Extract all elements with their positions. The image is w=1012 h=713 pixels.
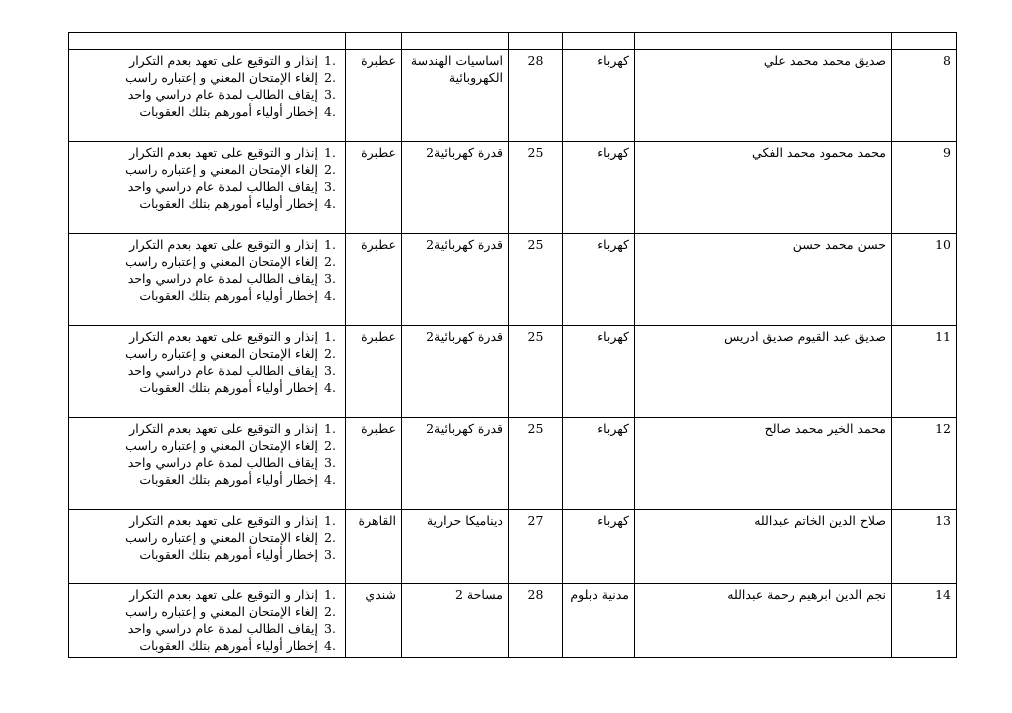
- semester: 25: [509, 418, 563, 510]
- penalty-item: إنذار و التوقيع على تعهد بعدم التكرار: [129, 421, 318, 436]
- penalties-list: [74, 586, 340, 654]
- penalty-item: إخطار أولياء أمورهم بتلك العقوبات: [139, 196, 318, 211]
- header-cell-name: [635, 33, 892, 50]
- row-number: 13: [892, 510, 957, 584]
- header-row: [69, 33, 957, 50]
- semester: 28: [509, 584, 563, 658]
- penalties-list: [74, 144, 340, 212]
- row-number: 14: [892, 584, 957, 658]
- student-name: صلاح الدين الخاتم عبدالله: [635, 510, 892, 584]
- penalty-item: إيقاف الطالب لمدة عام دراسي واحد: [127, 363, 318, 378]
- exam-center: عطبرة: [346, 142, 402, 234]
- course: اساسيات الهندسة الكهروبائية: [402, 50, 509, 142]
- student-name: محمد الخير محمد صالح: [635, 418, 892, 510]
- student-name: حسن محمد حسن: [635, 234, 892, 326]
- penalty-item: إنذار و التوقيع على تعهد بعدم التكرار: [129, 53, 318, 68]
- semester: 25: [509, 142, 563, 234]
- course: ديناميكا حرارية: [402, 510, 509, 584]
- table-row: [69, 234, 957, 326]
- header-cell-course: [402, 33, 509, 50]
- exam-center: شندي: [346, 584, 402, 658]
- penalties-cell: [69, 326, 346, 418]
- penalties-cell: [69, 418, 346, 510]
- department: كهرباء: [563, 510, 635, 584]
- penalty-item: إخطار أولياء أمورهم بتلك العقوبات: [139, 547, 318, 562]
- student-name: صديق عبد القيوم صديق ادريس: [635, 326, 892, 418]
- row-number: 9: [892, 142, 957, 234]
- penalty-item: إيقاف الطالب لمدة عام دراسي واحد: [127, 179, 318, 194]
- penalty-item: إلغاء الإمتحان المعني و إعتباره راسب: [125, 530, 318, 545]
- exam-center: عطبرة: [346, 326, 402, 418]
- penalty-item: إخطار أولياء أمورهم بتلك العقوبات: [139, 638, 318, 653]
- penalty-item: إخطار أولياء أمورهم بتلك العقوبات: [139, 472, 318, 487]
- penalty-item: إنذار و التوقيع على تعهد بعدم التكرار: [129, 145, 318, 160]
- penalties-cell: [69, 234, 346, 326]
- exam-center: عطبرة: [346, 234, 402, 326]
- header-cell-center: [346, 33, 402, 50]
- student-name: محمد محمود محمد الفكي: [635, 142, 892, 234]
- penalties-list: [74, 328, 340, 396]
- course: قدرة كهربائية2: [402, 234, 509, 326]
- department: كهرباء: [563, 326, 635, 418]
- penalty-item: إيقاف الطالب لمدة عام دراسي واحد: [127, 621, 318, 636]
- header-cell-dept: [563, 33, 635, 50]
- row-number: 11: [892, 326, 957, 418]
- penalty-item: إلغاء الإمتحان المعني و إعتباره راسب: [125, 254, 318, 269]
- course: قدرة كهربائية2: [402, 326, 509, 418]
- table-row: [69, 50, 957, 142]
- course: قدرة كهربائية2: [402, 142, 509, 234]
- penalties-list: [74, 52, 340, 120]
- penalty-item: إخطار أولياء أمورهم بتلك العقوبات: [139, 288, 318, 303]
- row-number: 10: [892, 234, 957, 326]
- exam-center: القاهرة: [346, 510, 402, 584]
- penalties-list: [74, 420, 340, 488]
- penalties-cell: [69, 142, 346, 234]
- course: مساحة 2: [402, 584, 509, 658]
- penalties-list: [74, 512, 340, 563]
- penalties-cell: [69, 510, 346, 584]
- semester: 27: [509, 510, 563, 584]
- row-number: 8: [892, 50, 957, 142]
- exam-center: عطبرة: [346, 50, 402, 142]
- table-row: [69, 510, 957, 584]
- penalty-item: إلغاء الإمتحان المعني و إعتباره راسب: [125, 604, 318, 619]
- department: كهرباء: [563, 234, 635, 326]
- table-row: [69, 584, 957, 658]
- penalties-cell: [69, 584, 346, 658]
- penalty-item: إخطار أولياء أمورهم بتلك العقوبات: [139, 380, 318, 395]
- student-name: نجم الدين ابرهيم رحمة عبدالله: [635, 584, 892, 658]
- penalty-item: إنذار و التوقيع على تعهد بعدم التكرار: [129, 513, 318, 528]
- penalty-item: إنذار و التوقيع على تعهد بعدم التكرار: [129, 329, 318, 344]
- table-row: [69, 418, 957, 510]
- penalty-item: إلغاء الإمتحان المعني و إعتباره راسب: [125, 438, 318, 453]
- header-cell-semester: [509, 33, 563, 50]
- penalty-item: إنذار و التوقيع على تعهد بعدم التكرار: [129, 587, 318, 602]
- row-number: 12: [892, 418, 957, 510]
- penalty-item: إلغاء الإمتحان المعني و إعتباره راسب: [125, 70, 318, 85]
- penalty-item: إنذار و التوقيع على تعهد بعدم التكرار: [129, 237, 318, 252]
- header-cell-penalties: [69, 33, 346, 50]
- penalties-table: [68, 32, 957, 658]
- department: كهرباء: [563, 418, 635, 510]
- penalty-item: إخطار أولياء أمورهم بتلك العقوبات: [139, 104, 318, 119]
- course: قدرة كهربائية2: [402, 418, 509, 510]
- penalty-item: إيقاف الطالب لمدة عام دراسي واحد: [127, 271, 318, 286]
- exam-center: عطبرة: [346, 418, 402, 510]
- penalties-cell: [69, 50, 346, 142]
- penalties-list: [74, 236, 340, 304]
- semester: 25: [509, 234, 563, 326]
- semester: 28: [509, 50, 563, 142]
- penalty-item: إلغاء الإمتحان المعني و إعتباره راسب: [125, 346, 318, 361]
- table-row: [69, 142, 957, 234]
- department: كهرباء: [563, 50, 635, 142]
- penalty-item: إيقاف الطالب لمدة عام دراسي واحد: [127, 455, 318, 470]
- student-name: صديق محمد محمد علي: [635, 50, 892, 142]
- department: مدنية دبلوم: [563, 584, 635, 658]
- header-cell-no: [892, 33, 957, 50]
- penalty-item: إيقاف الطالب لمدة عام دراسي واحد: [127, 87, 318, 102]
- semester: 25: [509, 326, 563, 418]
- department: كهرباء: [563, 142, 635, 234]
- table-row: [69, 326, 957, 418]
- penalty-item: إلغاء الإمتحان المعني و إعتباره راسب: [125, 162, 318, 177]
